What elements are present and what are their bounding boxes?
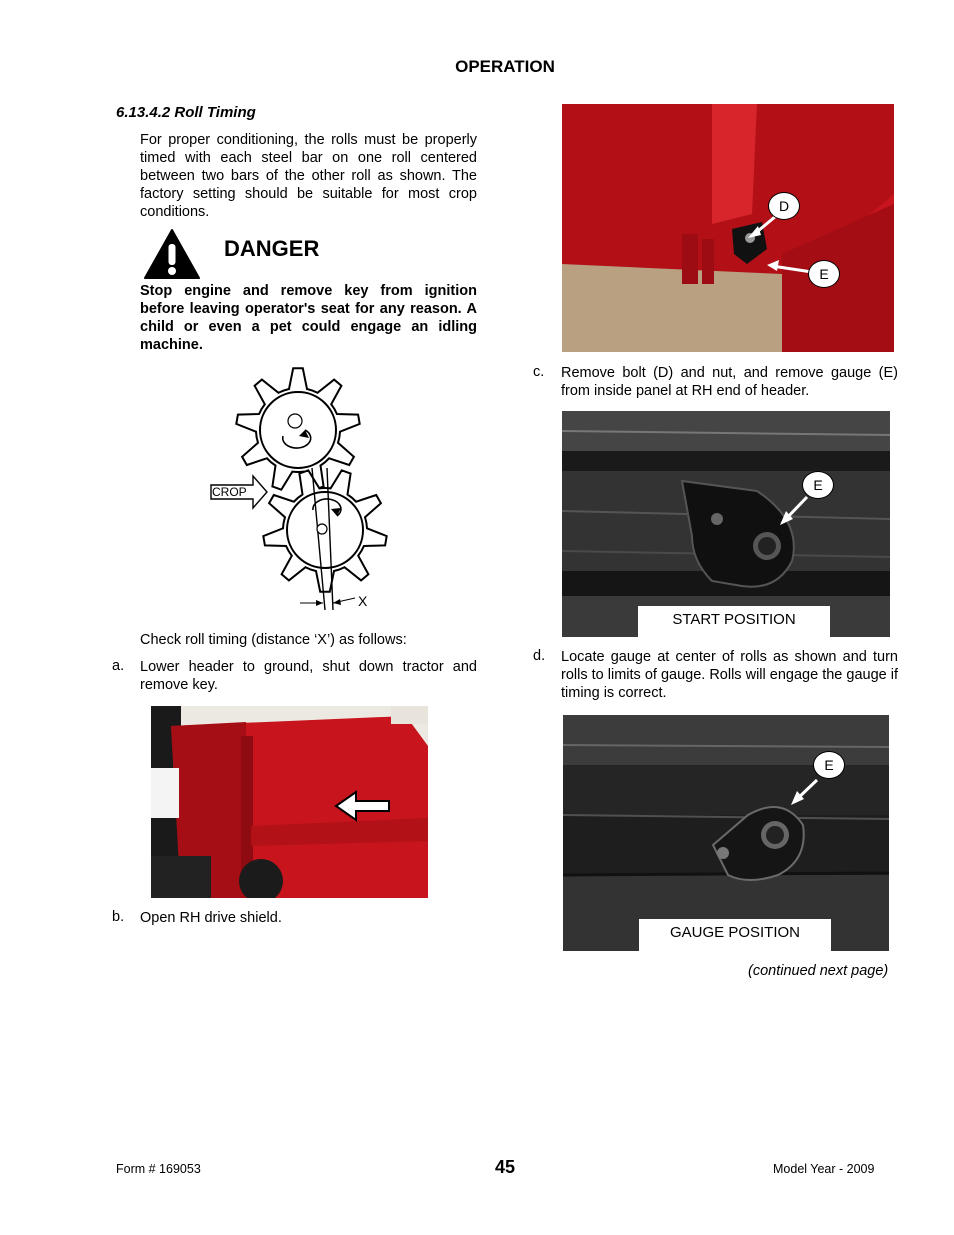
footer-model-year: Model Year - 2009 (773, 1162, 875, 1176)
gauge-position-photo (563, 715, 889, 951)
gauge-position-caption: GAUGE POSITION (639, 919, 831, 951)
start-position-caption: START POSITION (638, 606, 830, 637)
section-title: 6.13.4.2 Roll Timing (116, 104, 256, 121)
check-timing-text: Check roll timing (distance ‘X’) as follows: (140, 632, 407, 648)
page-header-title: OPERATION (455, 57, 555, 76)
step-a-letter: a. (112, 658, 125, 674)
warning-triangle-icon (143, 228, 201, 280)
continued-note: (continued next page) (748, 963, 889, 979)
intro-paragraph: For proper conditioning, the rolls must be properly timed with each steel bar on one roll centered between two bars of the other roll as shown. The factory setting should be suitable for most crop conditions. (140, 132, 477, 220)
step-d-letter: d. (533, 648, 546, 664)
step-a-text: Lower header to ground, shut down tractor and remove key. (140, 659, 477, 693)
callout-d: D (768, 192, 800, 220)
footer-page-number: 45 (494, 1157, 516, 1177)
inside-panel-photo (562, 104, 894, 352)
step-c-letter: c. (533, 364, 545, 380)
callout-e-panel: E (808, 260, 840, 288)
danger-heading: DANGER (224, 236, 320, 261)
footer-form-number: Form # 169053 (116, 1162, 201, 1176)
step-b-letter: b. (112, 909, 125, 925)
callout-e-gauge: E (813, 751, 845, 779)
danger-text: Stop engine and remove key from ignition before leaving operator's seat for any reason. A child or even a pet could engage an idling machine. (140, 283, 477, 353)
crop-label: CROP (212, 485, 247, 499)
x-distance-label: X (358, 593, 368, 609)
callout-e-start: E (802, 471, 834, 499)
start-position-photo (562, 411, 890, 637)
step-c-text: Remove bolt (D) and nut, and remove gauge (E) from inside panel at RH end of header. (561, 365, 898, 399)
step-d-text: Locate gauge at center of rolls as shown and turn rolls to limits of gauge. Rolls will engage the gauge if timing is correct. (561, 649, 898, 701)
drive-shield-photo (151, 706, 428, 898)
step-b-text: Open RH drive shield. (140, 910, 282, 926)
